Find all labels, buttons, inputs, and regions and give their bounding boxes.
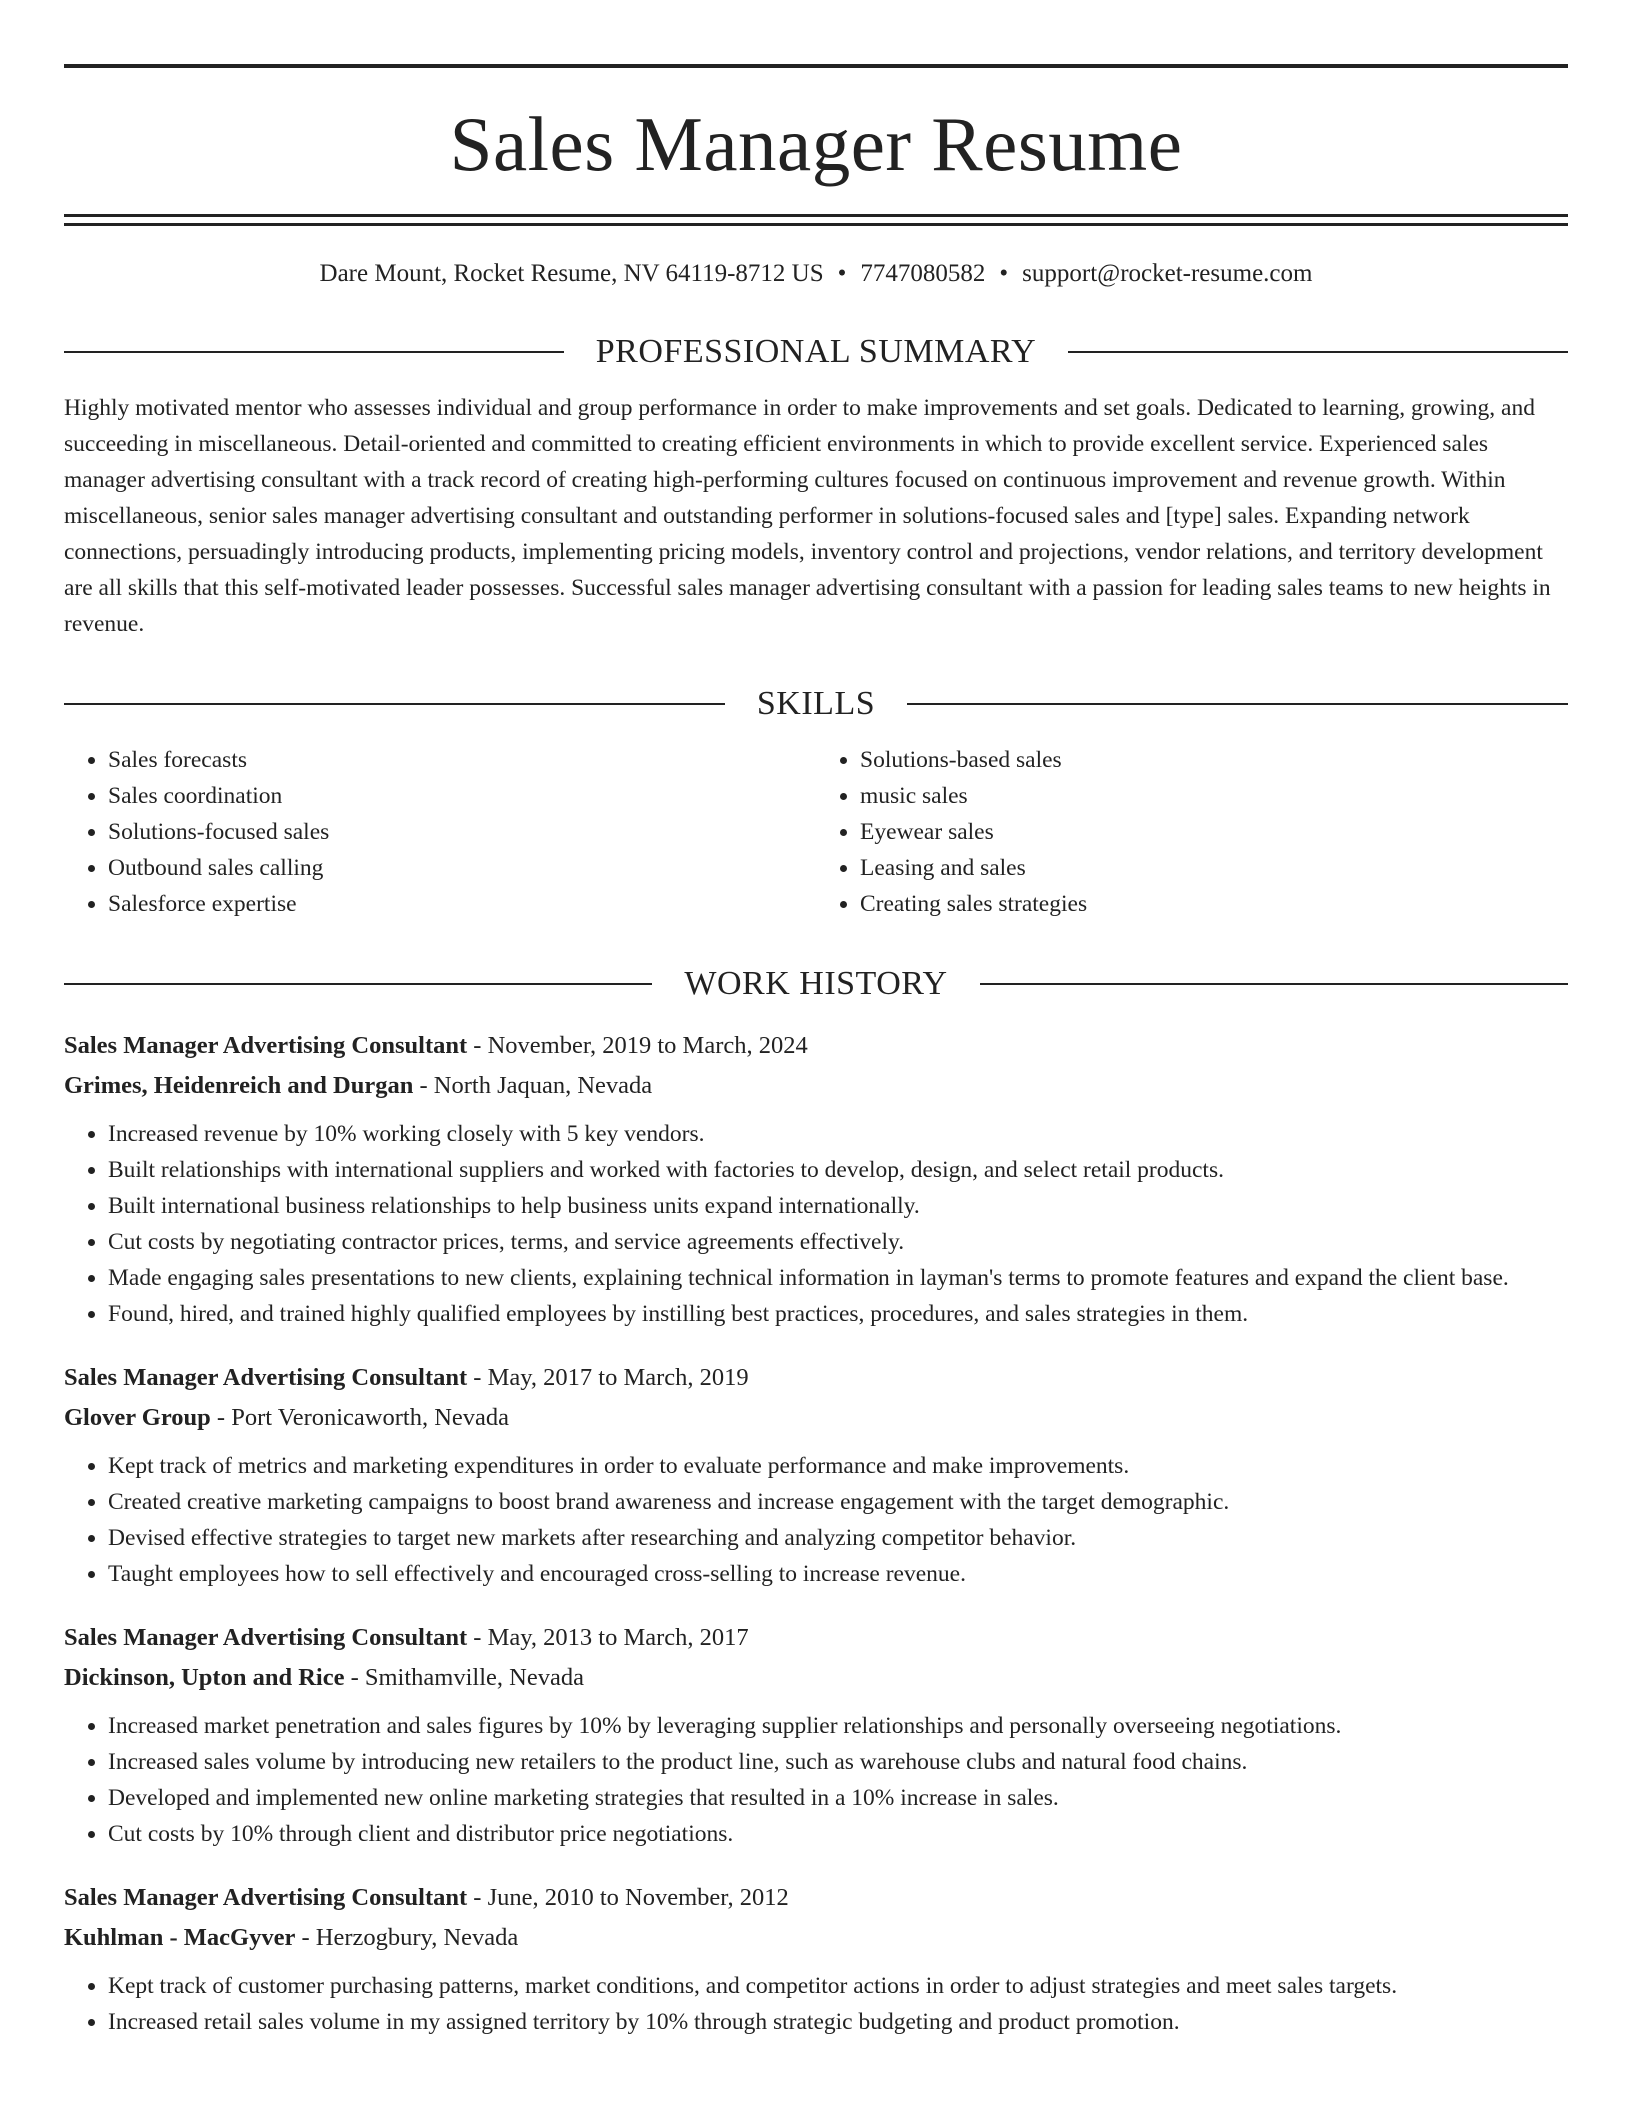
contact-email: support@rocket-resume.com (1022, 260, 1313, 287)
job-bullet: • Increased sales volume by introducing new retailers to the product line, such as warehouse clubs and natural food chains. (108, 1744, 1568, 1780)
summary-paragraph: Highly motivated mentor who assesses individual and group performance in order to make improvements and set goals. Dedicated to learning, growing, and succeeding in miscellaneous. Detail-oriented and committed to creating efficient environments in which to provide excellent service. Experienced sales manager advertising consultant with a track record of creating high-performing cultures focused on continuous improvement and revenue growth. Within miscellaneous, senior sales manager advertising consultant and outstanding performer in solutions-focused sales and [type] sales. Expanding network connections, persuadingly introducing products, implementing pricing models, inventory control and projections, vendor relations, and territory development are all skills that this self-motivated leader possesses. Successful sales manager advertising consultant with a passion for leading sales teams to new heights in revenue. (64, 395, 1551, 637)
dash: - (413, 1072, 434, 1099)
skills-heading (64, 682, 1568, 726)
page-title: Sales Manager Resume (449, 101, 1183, 187)
job-bullet: • Cut costs by 10% through client and distributor price negotiations. (108, 1816, 1568, 1852)
contact-line (64, 258, 1568, 290)
summary-heading (64, 330, 1568, 374)
job-bullet: • Built international business relationships to help business units expand internationally. (108, 1188, 1568, 1224)
job-bullet: • Created creative marketing campaigns to boost brand awareness and increase engagement with the target demographic. (108, 1484, 1568, 1520)
job-entry (64, 1358, 1568, 1592)
job-bullet: • Found, hired, and trained highly qualified employees by instilling best practices, procedures, and sales strategies in them. (108, 1296, 1568, 1332)
summary-heading-label: PROFESSIONAL SUMMARY (595, 333, 1037, 370)
job-location: Port Veronicaworth, Nevada (231, 1404, 510, 1431)
skills-list (64, 742, 1568, 922)
job-dates: November, 2019 to March, 2024 (487, 1032, 808, 1059)
job-bullets (64, 1968, 1568, 2040)
work-history-list (64, 1026, 1568, 2040)
job-company: Kuhlman - MacGyver (64, 1924, 296, 1951)
heading-rule (64, 983, 652, 985)
skill-item: • Solutions-based sales (860, 742, 1568, 778)
job-bullet: • Made engaging sales presentations to new clients, explaining technical information in layman's terms to promote features and expand the client base. (108, 1260, 1568, 1296)
job-bullet: • Devised effective strategies to target new markets after researching and analyzing competitor behavior. (108, 1520, 1568, 1556)
job-bullet: • Kept track of metrics and marketing expenditures in order to evaluate performance and make improvements. (108, 1448, 1568, 1484)
title-double-rule (64, 214, 1568, 226)
heading-rule (907, 703, 1568, 705)
heading-rule (64, 351, 564, 353)
heading-rule (1068, 351, 1568, 353)
job-location: North Jaquan, Nevada (433, 1072, 653, 1099)
dash: - (344, 1664, 365, 1691)
job-company-line (64, 1658, 1568, 1698)
job-bullet: • Increased market penetration and sales figures by 10% by leveraging supplier relationships and personally overseeing negotiations. (108, 1708, 1568, 1744)
job-bullet: • Kept track of customer purchasing patterns, market conditions, and competitor actions in order to adjust strategies and meet sales targets. (108, 1968, 1568, 2004)
heading-rule (64, 703, 725, 705)
skills-column-left (64, 742, 816, 922)
contact-separator: • (837, 260, 847, 287)
job-entry (64, 1878, 1568, 2040)
job-bullets (64, 1448, 1568, 1592)
job-dates: May, 2017 to March, 2019 (487, 1364, 749, 1391)
contact-address: Dare Mount, Rocket Resume, NV 64119-8712 US (319, 260, 824, 287)
job-entry (64, 1618, 1568, 1852)
skill-item: • Outbound sales calling (108, 850, 816, 886)
skills-heading-label: SKILLS (756, 685, 876, 722)
job-company: Grimes, Heidenreich and Durgan (64, 1072, 414, 1099)
job-dates: May, 2013 to March, 2017 (487, 1624, 749, 1651)
job-title: Sales Manager Advertising Consultant (64, 1364, 468, 1391)
job-bullet: • Built relationships with international suppliers and worked with factories to develop, design, and select retail products. (108, 1152, 1568, 1188)
job-title: Sales Manager Advertising Consultant (64, 1884, 468, 1911)
job-bullet: • Developed and implemented new online marketing strategies that resulted in a 10% increase in sales. (108, 1780, 1568, 1816)
job-entry (64, 1026, 1568, 1332)
job-company-line (64, 1398, 1568, 1438)
skill-item: • Sales forecasts (108, 742, 816, 778)
job-bullet: • Cut costs by negotiating contractor prices, terms, and service agreements effectively. (108, 1224, 1568, 1260)
skill-item: • Sales coordination (108, 778, 816, 814)
skill-item: • Salesforce expertise (108, 886, 816, 922)
job-company: Dickinson, Upton and Rice (64, 1664, 345, 1691)
job-bullets (64, 1708, 1568, 1852)
job-company-line (64, 1066, 1568, 1106)
dash: - (467, 1032, 488, 1059)
dash: - (295, 1924, 316, 1951)
skill-item: • Leasing and sales (860, 850, 1568, 886)
job-bullet: • Increased revenue by 10% working closely with 5 key vendors. (108, 1116, 1568, 1152)
job-title-line (64, 1618, 1568, 1658)
job-title-line (64, 1026, 1568, 1066)
job-bullets (64, 1116, 1568, 1332)
skill-item: • Solutions-focused sales (108, 814, 816, 850)
job-company-line (64, 1918, 1568, 1958)
work-heading (64, 962, 1568, 1006)
dash: - (467, 1884, 488, 1911)
job-title: Sales Manager Advertising Consultant (64, 1032, 468, 1059)
top-rule (64, 64, 1568, 68)
job-title-line (64, 1878, 1568, 1918)
resume-page (64, 64, 1568, 2040)
job-location: Herzogbury, Nevada (315, 1924, 519, 1951)
dash: - (210, 1404, 232, 1431)
work-heading-label: WORK HISTORY (684, 965, 948, 1002)
job-title: Sales Manager Advertising Consultant (64, 1624, 468, 1651)
contact-phone: 7747080582 (860, 260, 986, 287)
skill-item: • Eyewear sales (860, 814, 1568, 850)
job-company: Glover Group (64, 1404, 211, 1431)
job-location: Smithamville, Nevada (364, 1664, 584, 1691)
contact-separator: • (999, 260, 1009, 287)
skill-item: • music sales (860, 778, 1568, 814)
job-bullet: • Taught employees how to sell effectively and encouraged cross-selling to increase revenue. (108, 1556, 1568, 1592)
dash: - (467, 1624, 488, 1651)
skill-item: • Creating sales strategies (860, 886, 1568, 922)
job-title-line (64, 1358, 1568, 1398)
job-dates: June, 2010 to November, 2012 (487, 1884, 789, 1911)
dash: - (467, 1364, 488, 1391)
heading-rule (980, 983, 1568, 985)
skills-column-right (816, 742, 1568, 922)
job-bullet: • Increased retail sales volume in my assigned territory by 10% through strategic budgeting and product promotion. (108, 2004, 1568, 2040)
